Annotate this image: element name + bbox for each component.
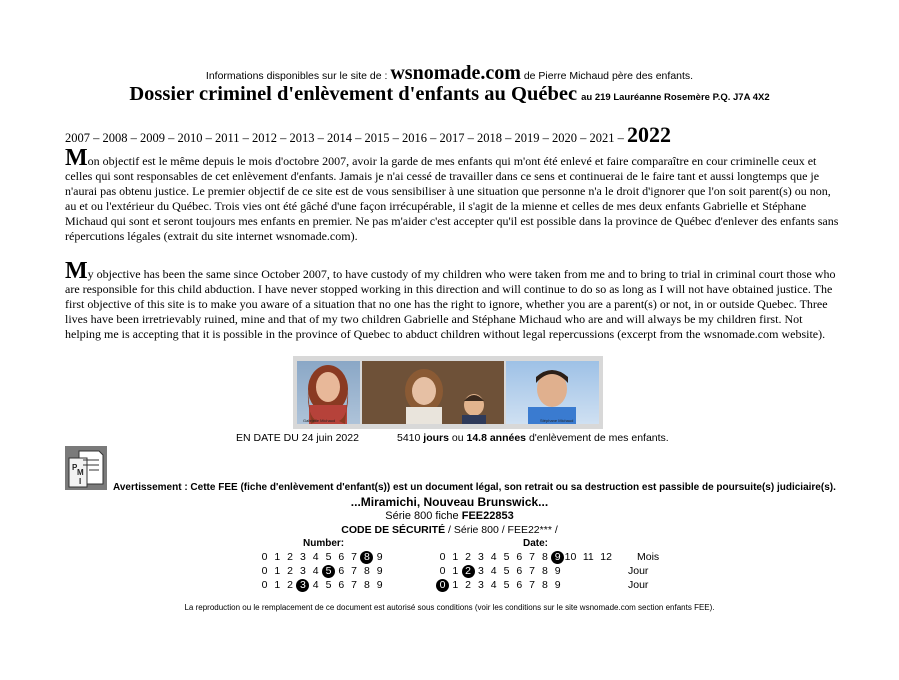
footer-note: La reproduction ou le remplacement de ce document est autorisé sous conditions (voir les conditions sur le site wsnomade.com section enfants FEE). [184, 603, 715, 612]
number-digit: 7 [351, 579, 358, 591]
document-title [0, 83, 899, 106]
number-digit: 1 [274, 579, 281, 591]
date-row-label: Jour [628, 579, 649, 591]
date-digit: 2 [465, 551, 472, 563]
date-row-label: Mois [637, 551, 660, 563]
number-digit: 3 [299, 551, 306, 563]
date-digit: 2 [465, 579, 472, 591]
photo-stephane [506, 361, 599, 424]
number-digit: 2 [287, 579, 294, 591]
number-digit: 5 [325, 579, 332, 591]
site-name-link[interactable]: wsnomade.com [390, 62, 521, 84]
number-digit: 0 [261, 579, 268, 591]
date-digit: 9 [554, 565, 561, 577]
date-digit: 6 [516, 565, 523, 577]
intro-line [0, 62, 899, 85]
current-year: 2022 [627, 122, 672, 147]
number-digit: 4 [312, 579, 319, 591]
date-digit: 4 [490, 565, 497, 577]
number-digit: 9 [376, 551, 383, 563]
number-digit: 5 [325, 551, 332, 563]
address: au 219 Lauréanne Rosemère P.Q. J7A 4X2 [581, 92, 770, 103]
portrait-boy-icon [506, 361, 599, 424]
days-value: 5410 [397, 432, 421, 444]
date-digit: 12 [600, 551, 612, 563]
svg-text:P: P [72, 463, 78, 472]
date-digit: 7 [529, 579, 536, 591]
date-digit: 8 [541, 579, 548, 591]
number-digit: 3 [299, 565, 306, 577]
portrait-girl-icon [297, 361, 360, 424]
date-digit: 1 [452, 551, 459, 563]
paragraph-french-text: on objectif est le même depuis le mois d'octobre 2007, avoir la garde de mes enfants qui m'ont été enlevé et faire comparaître en cour criminelle ceux et celles qui sont responsables de cet enlèvement d'enfants. Jamais je n'ai cessé de travailler dans ce sens et continuerai de le faire tant et aussi longtemps que je n'aurai pas obtenu justice. Le premier objectif de ce site est de vous sensibiliser à une situation que personne n'a le droit d'ignorer que l'on soit parent(s) ou non, au et ou l'extérieur du Québec. Trois vies ont été gâché d'une façon irrécupérable, il s'agit de la mienne et celles de mes deux enfants Gabrielle et Stéphane Michaud qui sont et seront toujours mes enfants en premier. Ne pas m'aider c'est accepter qu'il est possible dans la province de Québec d'enlever des enfants sans répercutions légales (extrait du site internet wsnomade.com). [65, 154, 839, 244]
date-digit: 3 [477, 551, 484, 563]
photo-children-together [362, 361, 504, 424]
date-digit: 8 [541, 565, 548, 577]
date-digit: 6 [516, 551, 523, 563]
date-digit: 6 [516, 579, 523, 591]
years-line [65, 122, 671, 148]
number-digit: 8 [363, 565, 370, 577]
date-digit: 5 [503, 579, 510, 591]
number-digit: 4 [312, 551, 319, 563]
number-digit: 7 [351, 565, 358, 577]
number-digit-selected: 5 [322, 565, 335, 578]
serie-line [0, 510, 899, 522]
days-count-line [397, 432, 669, 444]
number-digit: 2 [287, 551, 294, 563]
paragraph-english [65, 258, 840, 342]
date-digit: 0 [439, 551, 446, 563]
children-photo-strip [293, 356, 603, 429]
security-code-label: CODE DE SÉCURITÉ [341, 524, 446, 536]
date-digit: 7 [529, 551, 536, 563]
number-digit: 8 [363, 579, 370, 591]
svg-text:I: I [79, 477, 82, 486]
date-digit: 0 [439, 565, 446, 577]
number-digit: 1 [274, 565, 281, 577]
number-digit: 0 [261, 565, 268, 577]
date-label: Date: [523, 538, 549, 549]
date-digit: 11 [582, 551, 594, 563]
intro-prefix: Informations disponibles sur le site de : [205, 70, 388, 82]
number-digit: 7 [351, 551, 358, 563]
number-digit: 6 [338, 551, 345, 563]
photo-gabrielle [297, 361, 360, 424]
current-date: 24 juin 2022 [301, 432, 359, 444]
date-digit: 4 [490, 579, 497, 591]
date-digit: 1 [452, 579, 459, 591]
number-label: Number: [303, 538, 345, 549]
legal-warning: Avertissement : Cette FEE (fiche d'enlèvement d'enfant(s)) est un document légal, son retrait ou sa destruction est passible de poursuite(s) judiciaire(s). [113, 482, 836, 493]
date-digit: 4 [490, 551, 497, 563]
date-digit: 7 [529, 565, 536, 577]
pmi-logo-icon [65, 446, 107, 490]
date-digit: 8 [541, 551, 548, 563]
number-digit-selected: 3 [296, 579, 309, 592]
page-title: Dossier criminel d'enlèvement d'enfants au Québec [129, 83, 578, 105]
date-digit-selected: 0 [436, 579, 449, 592]
number-digit: 9 [376, 565, 383, 577]
caption-gabrielle: Gabrielle Michaud [303, 418, 336, 423]
date-digit: 3 [477, 579, 484, 591]
days-word: jours [423, 432, 449, 444]
serie-prefix: Série 800 fiche [385, 510, 459, 522]
intro-suffix: de Pierre Michaud père des enfants. [523, 70, 694, 82]
years-value: 14.8 années [466, 432, 527, 444]
portrait-siblings-icon [362, 361, 504, 424]
days-suffix: d'enlèvement de mes enfants. [528, 432, 669, 444]
number-digit: 6 [338, 579, 345, 591]
date-digit: 10 [564, 551, 577, 563]
date-prefix: EN DATE DU [236, 432, 299, 444]
date-row-label: Jour [628, 565, 649, 577]
svg-text:M: M [77, 468, 84, 477]
caption-stephane: Stéphane Michaud [540, 418, 574, 423]
or-word: ou [451, 432, 464, 444]
security-code-line [0, 524, 899, 536]
number-digit: 4 [312, 565, 319, 577]
date-digit: 3 [477, 565, 484, 577]
date-line [236, 432, 359, 444]
number-digit: 0 [261, 551, 268, 563]
years-list: 2007 – 2008 – 2009 – 2010 – 2011 – 2012 – 2013 – 2014 – 2015 – 2016 – 2017 – 2018 – 2019 – 2020 – 2021 – [65, 131, 624, 145]
number-digit: 6 [338, 565, 345, 577]
number-digit: 2 [287, 565, 294, 577]
fiche-number: FEE22853 [461, 510, 514, 522]
date-digit-selected: 2 [462, 565, 475, 578]
date-digit: 1 [452, 565, 459, 577]
paragraph-english-text: y objective has been the same since October 2007, to have custody of my children who were taken from me and to bring to trial in criminal court those who are responsible for this child abduction. I have never stopped working in this direction and will continue to do so as long as I will not have obtained justice. The first objective of this site is to make you aware of a situation that no one has the right to ignore, whether you are a parent(s) or not, in or outside Quebec. Three lives have been irretrievably ruined, mine and that of my two children Gabrielle and Stéphane Michaud who are and will always be my children first. Not helping me is accepting that it is possible in the province of Quebec to abduct children without legal repercussions (excerpt from the wsnomade.com website). [65, 267, 836, 342]
date-digit: 5 [503, 565, 510, 577]
number-digit: 9 [376, 579, 383, 591]
number-digit-selected: 8 [360, 551, 373, 564]
date-digit-selected: 9 [551, 551, 564, 564]
dropcap-english: M [65, 258, 88, 284]
location: ...Miramichi, Nouveau Brunswick... [350, 495, 549, 509]
security-code-rest: / Série 800 / FEE22*** / [448, 524, 558, 536]
paragraph-french [65, 145, 840, 245]
dropcap-french: M [65, 145, 88, 171]
date-digit: 5 [503, 551, 510, 563]
number-digit: 1 [274, 551, 281, 563]
date-digit: 9 [554, 579, 561, 591]
